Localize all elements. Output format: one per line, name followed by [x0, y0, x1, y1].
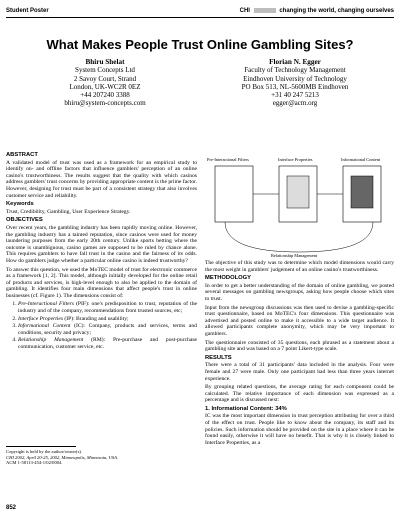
methodology-paragraph: Input from the newsgroup discussions was then used to devise a gambling-specific trust questionnaire, based on MoTEC's four dimensions. This questionnaire was advertised and posted online to make it accessible to a wide target audience. It allowed participants complete anonymity, which may be very important to gamblers.: [205, 304, 394, 337]
copyright-notice: [6, 446, 197, 466]
list-item: [18, 323, 197, 336]
dimension-list: [6, 301, 197, 350]
objectives-paragraph: Over recent years, the gambling industry has been rapidly moving online. However, the gambling industry has a tainted reputation, since casinos were used for money laundering purposes from the early 20th century. Unlike sports betting where the outcome is unambiguous, casino games are supposed to be ruled by chance alone. This requires gamblers to have fall trust in the casino and the fairness of its odds. How do gamblers judge whether a particular online casino is indeed trustworthy?: [6, 224, 197, 264]
page-number: 852: [6, 505, 17, 511]
keywords-heading: Keywords: [6, 201, 34, 208]
right-column: [205, 152, 394, 448]
affiliation-line: London, UK-WC2R 0EZ: [69, 82, 141, 91]
ic-box-inner: [351, 176, 373, 208]
abstract-heading: ABSTRACT: [6, 152, 38, 158]
copyright-line: Copyright is held by the author/owner(s).: [6, 449, 83, 454]
objective-paragraph: The objective of this study was to determine which model dimensions would carry the most weight in gamblers' judgement of an online casino's trustworthiness.: [205, 260, 394, 273]
email: egger@acm.org: [272, 99, 318, 108]
copyright-rule: [6, 446, 76, 447]
objectives-paragraph: To answer this question, we used the MoTEC model of trust for electronic commerce as a framework [1, 2]. This model, although initially developed for the online retail of products and services, is high-level enough to also be applied to the domain of gambling. It identifies four main dimensions that affect people's trust in online businesses (cf. Figure 1). The dimensions consist of:: [6, 266, 197, 299]
author-name: Bhiru Shelat: [85, 58, 125, 66]
dimension-desc: (PIF): one's predisposition to trust, reputation of the industry and of the company, recommendations from trusted sources, etc;: [18, 301, 197, 315]
dimension-term: Informational Content: [18, 323, 71, 330]
header-tagline: changing the world, changing ourselves: [279, 8, 394, 15]
keywords-text: Trust, Credibility, Gambling, User Experience Strategy.: [6, 208, 131, 215]
affiliation-line: 2 Savoy Court, Strand: [73, 74, 137, 83]
methodology-paragraph: The questionnaire consisted of 35 questions, each phrased as a statement about a gambling site and was based on a 7 point Likert-type scale.: [205, 339, 394, 353]
email: bhiru@system-concepts.com: [64, 99, 146, 108]
header-right: [240, 8, 394, 14]
figure-motec: [205, 152, 394, 260]
dimension-desc: (IP): Branding and usability;: [63, 315, 129, 322]
methodology-heading: METHODOLOGY: [205, 275, 252, 282]
header-rule: [6, 17, 394, 18]
methodology-paragraph: In order to get a better understanding of the domain of online gambling, we posted several messages on gambling newsgroups, asking how people choose which sites to trust.: [205, 282, 394, 302]
figure-label: Relationship Management: [271, 253, 318, 258]
phone: +44 207240 3388: [80, 91, 130, 100]
dimension-desc: (IC): Company, products and services, terms and conditions, security and privacy;: [18, 323, 197, 336]
page-header: [6, 8, 394, 19]
relationship-curve: [225, 222, 373, 252]
ic-subheading: 1. Informational Content: 34%: [205, 405, 287, 412]
header-left: Student Poster: [6, 8, 49, 14]
results-heading: RESULTS: [205, 354, 232, 361]
list-item: [18, 301, 197, 314]
affiliation-line: PO Box 513, NL-5600MB Eindhoven: [241, 82, 349, 91]
figure-label: Informational Content: [341, 157, 381, 162]
figure-label: Pre-Interactional Filters: [207, 157, 249, 162]
affiliation-line: Faculty of Technology Management: [244, 66, 346, 75]
dimension-term: Interface Properties: [18, 315, 63, 322]
ip-box-inner: [287, 176, 309, 208]
phone: +31 40 247 5213: [271, 91, 319, 100]
dimension-term: Pre-Interactional Filters: [18, 301, 74, 308]
ic-paragraph: IC was the most important dimension in trust perception attributing for over a third of the effect on trust. People like to know about the company, its staff and its policies. Such information should be provided on the site in a place where it can be found easily, otherwise it will have no benefit. That is why it is closely linked to Interface Properties, as a: [205, 413, 394, 446]
affiliation-line: Eindhoven University of Technology: [243, 74, 347, 83]
list-item: [18, 337, 197, 350]
copyright-line: CHI 2002, April 20-25, 2002, Minneapolis, Minnesota, USA.: [6, 454, 119, 460]
author-1: [20, 58, 190, 108]
dimension-desc: (RM): Pre-purchase and post-purchase communication, customer service, etc.: [18, 337, 197, 351]
dimension-term: Relationship Management: [18, 337, 84, 344]
author-2: [210, 58, 380, 108]
affiliation-line: System Concepts Ltd: [75, 66, 135, 75]
paper-title: What Makes People Trust Online Gambling Sites?: [46, 37, 354, 52]
figure-label: Interface Properties: [278, 157, 313, 162]
motec-diagram: [205, 152, 394, 260]
results-paragraph: There were a total of 31 participants' data included in the analysis. Four were female and 27 were male. Only one participant had less than three years internet experience.: [205, 362, 394, 382]
chi-logo: [254, 8, 276, 13]
results-paragraph: By grouping related questions, the average rating for each component could be calculated. The relative importance of each dimension was expressed as a percentage and is discussed next:: [205, 384, 394, 404]
list-item: [18, 316, 197, 323]
header-chi: CHI: [239, 8, 250, 15]
author-name: Florian N. Egger: [269, 58, 321, 66]
objectives-heading: OBJECTIVES: [6, 217, 43, 224]
pif-box: [215, 166, 253, 222]
copyright-line: ACM 1-58113-454-1/02/0004.: [6, 460, 63, 466]
abstract-text: A validated model of trust was used as a framework for an empirical study to identify on- and offline factors that influence gamblers' perception of an online casino's trustworthiness. The results suggest that the quality with which casinos address gamblers' trust concerns by providing appropriate content is the prime factor. However, designing for trust must be part of a consistent strategy that also involves customer service and reliability.: [6, 159, 197, 199]
left-column: [6, 152, 197, 352]
